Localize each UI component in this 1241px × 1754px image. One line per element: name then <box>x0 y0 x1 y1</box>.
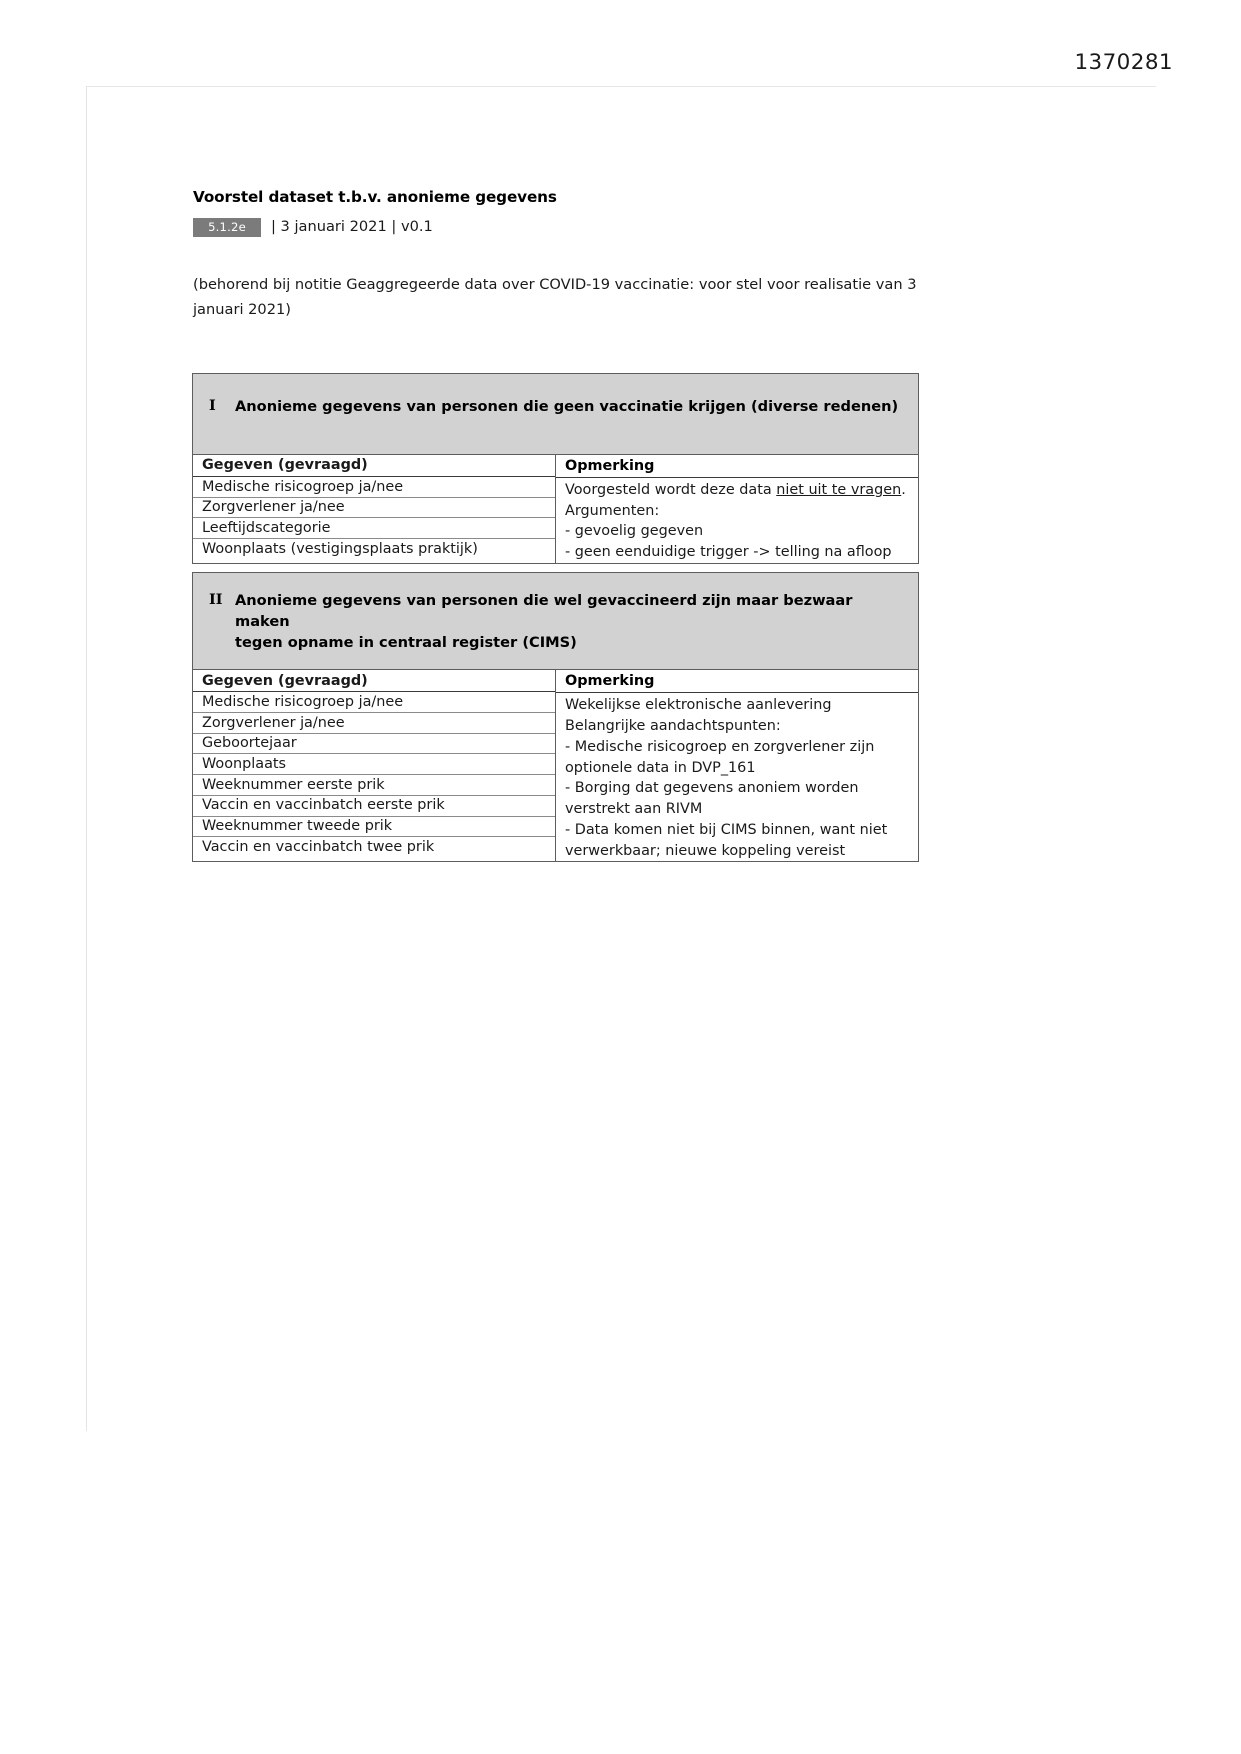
remark-line-underlined <box>565 480 908 501</box>
byline-text: | 3 januari 2021 | v0.1 <box>271 217 433 235</box>
table-ii <box>192 670 919 862</box>
table-row: Zorgverlener ja/nee <box>193 713 555 734</box>
table-i-right-column <box>556 455 918 563</box>
section-spacer <box>192 564 919 572</box>
section-heading-i: Anonieme gegevens van personen die geen vaccinatie krijgen (diverse redenen) <box>235 398 899 415</box>
document-number: 1370281 <box>1074 50 1173 75</box>
table-ii-col-header-gegeven: Gegeven (gevraagd) <box>193 670 555 692</box>
remark-line: Wekelijkse elektronische aanlevering <box>565 697 832 714</box>
table-ii-right-column <box>556 670 918 861</box>
remark-line: - Borging dat gegevens anoniem worden verstrekt aan RIVM <box>565 780 859 818</box>
section-header-i <box>192 373 919 455</box>
section-heading-ii-line2: tegen opname in centraal register (CIMS) <box>235 634 577 652</box>
section-numeral-i: I <box>209 397 216 414</box>
reference-note: (behorend bij notitie Geaggregeerde data over COVID-19 vaccinatie: voor stel voor realisatie van 3 januari 2021) <box>193 276 917 319</box>
table-row: Geboortejaar <box>193 734 555 755</box>
scan-edge-left <box>86 86 87 1431</box>
table-row: Woonplaats (vestigingsplaats praktijk) <box>202 541 478 558</box>
table-i-col-header-gegeven: Gegeven (gevraagd) <box>193 455 555 477</box>
scan-edge-top <box>86 86 1156 87</box>
remark-suffix: . <box>901 482 906 498</box>
remark-prefix: Voorgesteld wordt deze data <box>565 482 777 498</box>
tables-block <box>192 373 919 862</box>
table-row: Zorgverlener ja/nee <box>193 498 555 519</box>
byline <box>193 216 919 238</box>
table-row: Vaccin en vaccinbatch eerste prik <box>193 796 555 817</box>
remark-line: - gevoelig gegeven <box>565 523 704 540</box>
remark-line: - geen eenduidige trigger -> telling na afloop <box>565 544 892 561</box>
table-i <box>192 455 919 564</box>
table-row: Weeknummer tweede prik <box>193 817 555 838</box>
section-heading-ii <box>235 590 902 653</box>
remark-line: - Medische risicogroep en zorgverlener zijn optionele data in DVP_161 <box>565 738 875 776</box>
table-i-left-column <box>193 455 556 563</box>
table-ii-remarks <box>565 693 908 861</box>
table-i-remarks <box>565 478 908 563</box>
redaction-marker: 5.1.2e <box>193 218 261 237</box>
table-row: Woonplaats <box>193 754 555 775</box>
table-i-col-header-opmerking: Opmerking <box>556 455 918 478</box>
document-header-block <box>193 188 919 322</box>
table-row: Weeknummer eerste prik <box>193 775 555 796</box>
table-row: Medische risicogroep ja/nee <box>193 477 555 498</box>
remark-line: - Data komen niet bij CIMS binnen, want niet verwerkbaar; nieuwe koppeling vereist <box>565 821 888 859</box>
section-heading-ii-line1: Anonieme gegevens van personen die wel gevaccineerd zijn maar bezwaar maken <box>235 591 853 631</box>
table-row: Leeftijdscategorie <box>193 518 555 539</box>
table-row: Medische risicogroep ja/nee <box>193 692 555 713</box>
section-numeral-ii: II <box>209 590 223 608</box>
table-ii-col-header-opmerking: Opmerking <box>556 670 918 693</box>
page-title: Voorstel dataset t.b.v. anonieme gegevens <box>193 188 557 206</box>
remark-underlined-phrase: niet uit te vragen <box>776 482 902 498</box>
table-ii-left-column <box>193 670 556 861</box>
table-row: Vaccin en vaccinbatch twee prik <box>202 839 435 856</box>
remark-line: Belangrijke aandachtspunten: <box>565 718 781 735</box>
remark-line: Argumenten: <box>565 502 660 519</box>
section-header-ii <box>192 572 919 670</box>
